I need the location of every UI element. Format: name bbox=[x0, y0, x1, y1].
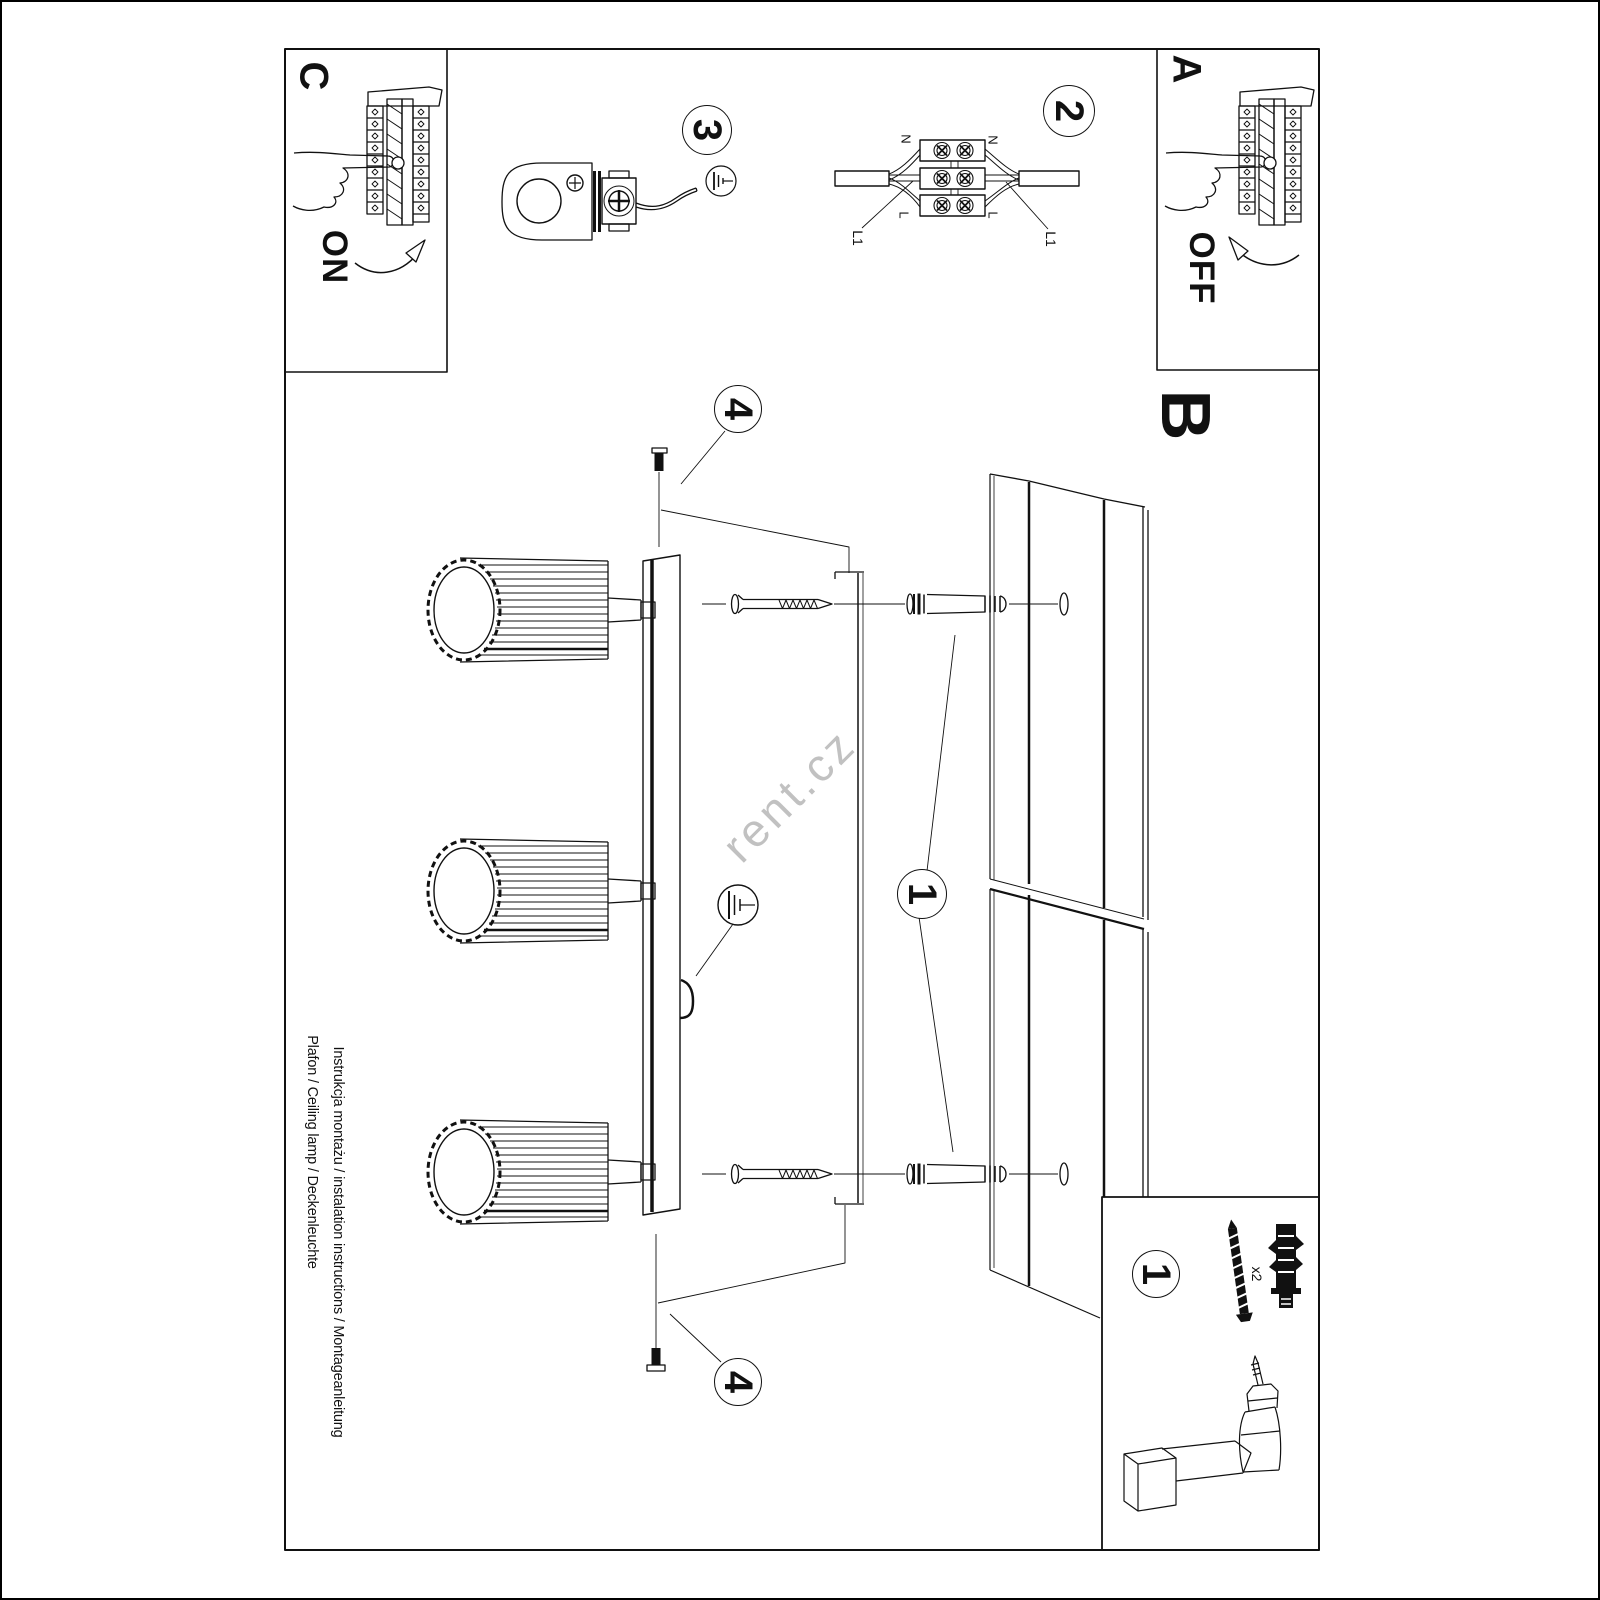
socket-drawing bbox=[502, 163, 736, 240]
wire-label-n-right: N bbox=[985, 135, 1001, 145]
shade-1 bbox=[428, 558, 655, 662]
canopy-bolt-bottom bbox=[647, 1205, 845, 1371]
callout-3-badge: 3 bbox=[682, 105, 732, 155]
wall-plug-top bbox=[907, 593, 1068, 615]
wall-plug-bottom bbox=[907, 1163, 1068, 1185]
watermark: rent.cz bbox=[711, 717, 867, 873]
wire-label-n-left: N bbox=[898, 134, 914, 144]
screw-bottom bbox=[702, 1165, 905, 1184]
step-b-label: B bbox=[1147, 389, 1225, 441]
wiring-diagram bbox=[835, 140, 1079, 229]
page-frame bbox=[285, 49, 1319, 1550]
earth-wire bbox=[680, 885, 758, 1018]
technical-drawing bbox=[2, 2, 1600, 1600]
shade-3 bbox=[428, 1120, 655, 1224]
sheet-title-line2: Plafon / Ceiling lamp / Deckenleuchte bbox=[304, 1035, 320, 1269]
screw-top bbox=[702, 595, 905, 614]
canopy-bolt-top bbox=[652, 448, 849, 573]
step-c-label: C bbox=[291, 61, 336, 91]
mounting-bar bbox=[643, 555, 680, 1215]
shade-2 bbox=[428, 839, 655, 943]
callout-4-badge-bottom: 4 bbox=[714, 1358, 762, 1406]
wire-label-l1-left: L1 bbox=[850, 230, 866, 246]
on-label: ON bbox=[315, 229, 354, 285]
mounting-rail bbox=[835, 572, 864, 1204]
wire-label-l-left: L bbox=[896, 211, 912, 219]
callout-4-leaders bbox=[670, 431, 725, 1362]
off-label: OFF bbox=[1182, 231, 1221, 305]
exploded-view bbox=[428, 431, 1148, 1371]
drill-icon bbox=[1124, 1356, 1281, 1511]
screw-quantity-label: x2 bbox=[1249, 1266, 1265, 1282]
sheet-title-line1: Instrukcja montażu / instalation instructions / Montageanleitung bbox=[330, 1046, 346, 1438]
callout-2-badge: 2 bbox=[1043, 85, 1095, 137]
callout-4-badge-top: 4 bbox=[714, 385, 762, 433]
ceiling-panel bbox=[990, 474, 1148, 1318]
earth-symbol-icon bbox=[706, 166, 736, 196]
wire-label-l1-right: L1 bbox=[1043, 231, 1059, 247]
part-wall-plug bbox=[1268, 1224, 1304, 1308]
step-a-label: A bbox=[1164, 54, 1209, 84]
callout-1-badge-parts: 1 bbox=[1132, 1250, 1180, 1298]
wire-label-l-right: L bbox=[985, 211, 1001, 219]
callout-1-badge: 1 bbox=[897, 869, 947, 919]
